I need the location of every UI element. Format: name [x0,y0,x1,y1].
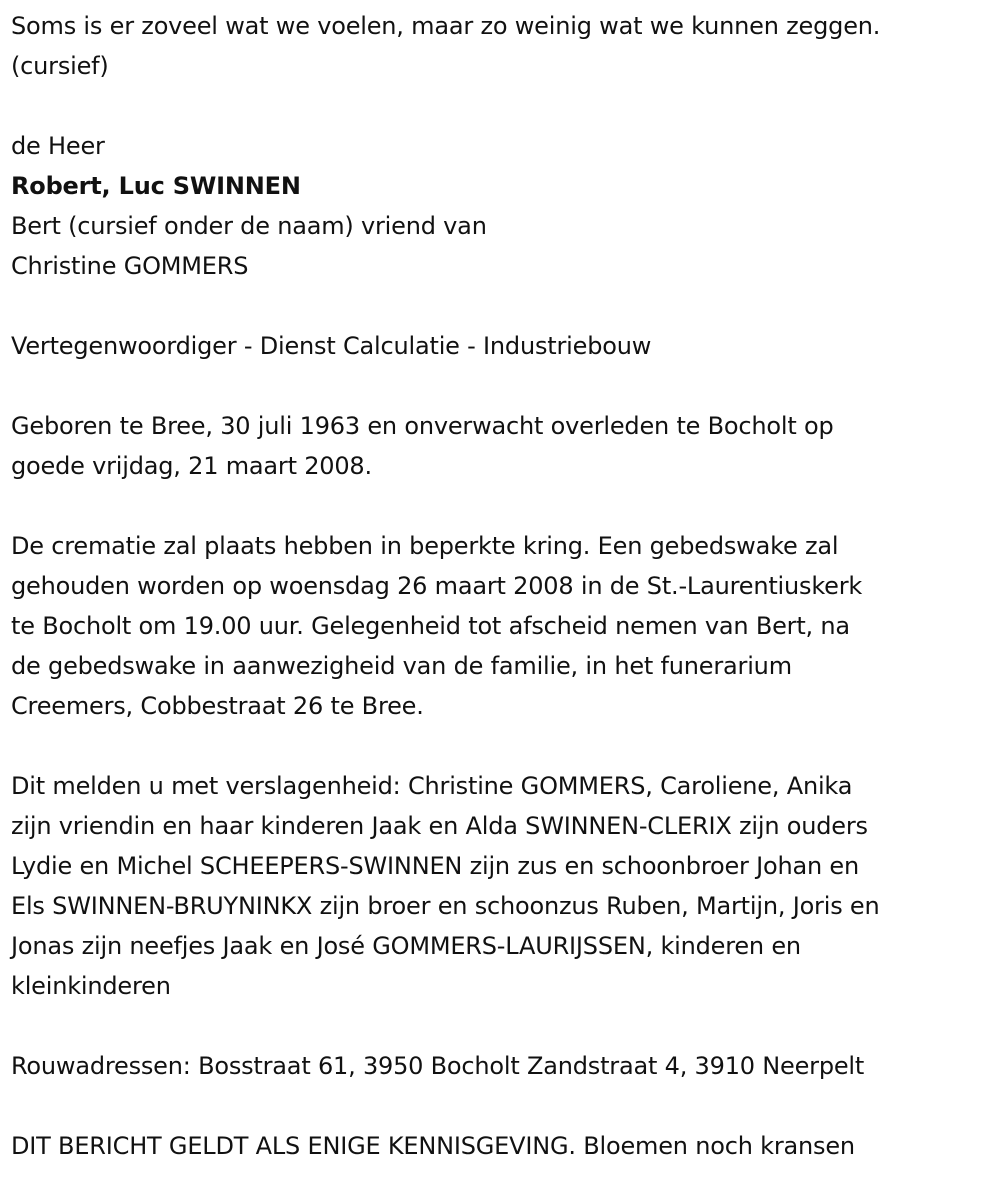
spacer [11,1086,991,1126]
ceremony-paragraph [11,526,991,726]
text-line: zijn vriendin en haar kinderen Jaak en Alda SWINNEN-CLERIX zijn ouders [11,812,868,840]
closing-statement: DIT BERICHT GELDT ALS ENIGE KENNISGEVING. Bloemen noch kransen [11,1132,855,1160]
spacer [11,486,991,526]
birth-death-paragraph [11,406,991,486]
text-line: de gebedswake in aanwezigheid van de familie, in het funerarium [11,652,792,680]
quote-line: Soms is er zoveel wat we voelen, maar zo weinig wat we kunnen zeggen. [11,12,881,40]
deceased-name: Robert, Luc SWINNEN [11,172,301,200]
spacer [11,86,991,126]
spacer [11,1006,991,1046]
spacer [11,726,991,766]
text-line: Dit melden u met verslagenheid: Christine GOMMERS, Caroliene, Anika [11,772,853,800]
text-line: goede vrijdag, 21 maart 2008. [11,452,372,480]
text-line: Jonas zijn neefjes Jaak en José GOMMERS-LAURIJSSEN, kinderen en [11,932,801,960]
text-line: gehouden worden op woensdag 26 maart 2008 in de St.-Laurentiuskerk [11,572,863,600]
spacer [11,366,991,406]
nickname-line: Bert (cursief onder de naam) vriend van [11,212,487,240]
text-line: De crematie zal plaats hebben in beperkte kring. Een gebedswake zal [11,532,839,560]
text-line: kleinkinderen [11,972,171,1000]
text-line: Creemers, Cobbestraat 26 te Bree. [11,692,424,720]
quote-note: (cursief) [11,52,109,80]
text-line: te Bocholt om 19.00 uur. Gelegenheid tot afscheid nemen van Bert, na [11,612,850,640]
text-line: Lydie en Michel SCHEEPERS-SWINNEN zijn zus en schoonbroer Johan en [11,852,860,880]
family-paragraph [11,766,991,1006]
occupation: Vertegenwoordiger - Dienst Calculatie - Industriebouw [11,332,652,360]
mourning-addresses: Rouwadressen: Bosstraat 61, 3950 Bocholt Zandstraat 4, 3910 Neerpelt [11,1052,865,1080]
salutation: de Heer [11,132,105,160]
text-line: Geboren te Bree, 30 juli 1963 en onverwacht overleden te Bocholt op [11,412,834,440]
spacer [11,286,991,326]
text-line: Els SWINNEN-BRUYNINKX zijn broer en schoonzus Ruben, Martijn, Joris en [11,892,880,920]
partner-name: Christine GOMMERS [11,252,249,280]
